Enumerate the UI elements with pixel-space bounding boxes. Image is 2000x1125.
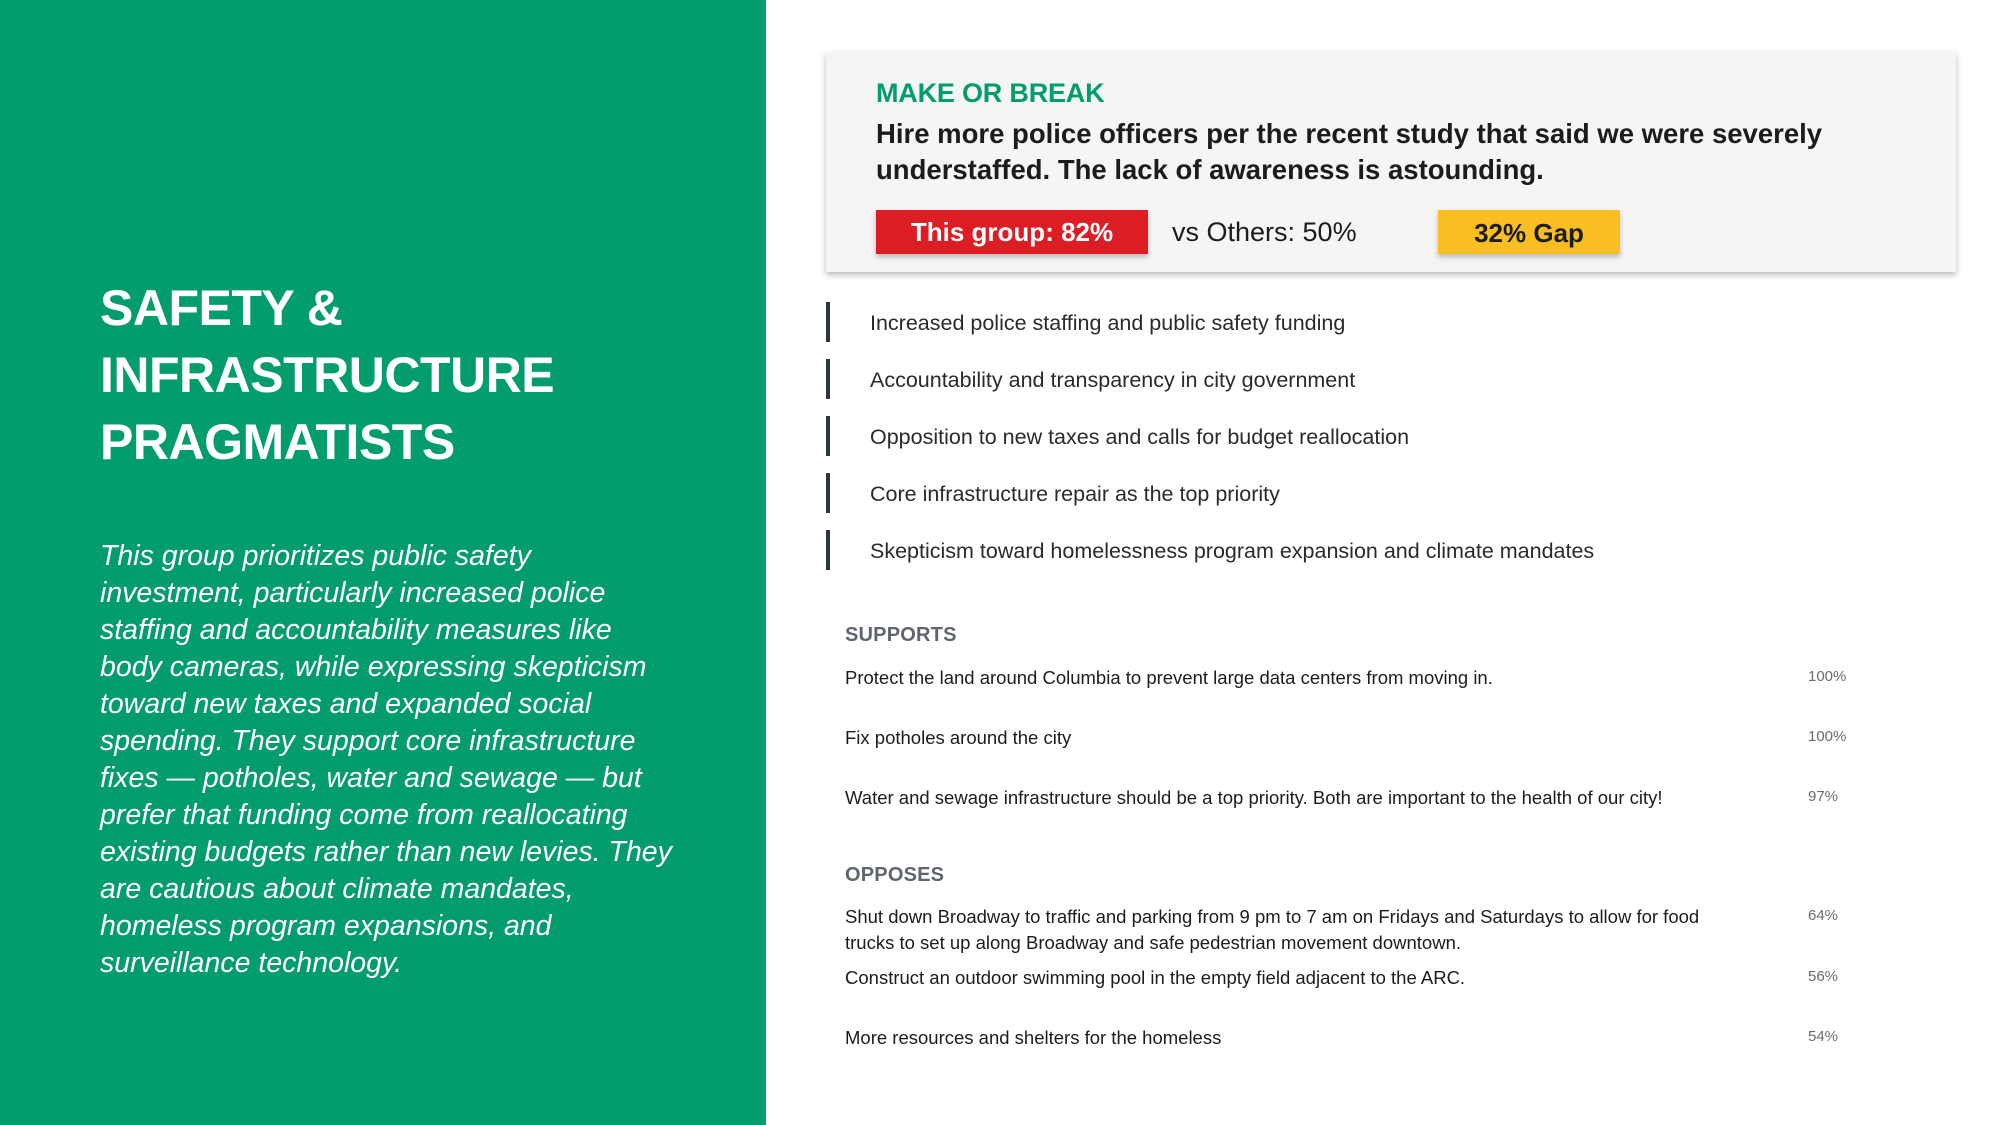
theme-item [826, 473, 1926, 513]
statement-text: Water and sewage infrastructure should be a top priority. Both are important to the health of our city! [845, 787, 1663, 808]
statement-percent: 100% [1808, 728, 1847, 745]
theme-accent-bar [826, 302, 830, 342]
theme-accent-bar [826, 473, 830, 513]
theme-accent-bar [826, 416, 830, 456]
statement-percent: 100% [1808, 668, 1847, 685]
theme-text: Increased police staffing and public safety funding [870, 311, 1346, 335]
statement-text: Construct an outdoor swimming pool in the empty field adjacent to the ARC. [845, 967, 1466, 988]
make-or-break-card [826, 52, 1956, 272]
make-or-break-statement: Hire more police officers per the recent study that said we were severely understaffed. The lack of awareness is astounding. [876, 118, 1823, 185]
group-percent-badge: This group: 82% [876, 210, 1148, 254]
theme-item [826, 359, 1926, 399]
segment-title-line: SAFETY & [100, 280, 343, 336]
theme-accent-bar [826, 359, 830, 399]
statement-percent: 56% [1808, 968, 1839, 985]
theme-text: Core infrastructure repair as the top priority [870, 482, 1280, 506]
statement-text: Protect the land around Columbia to prevent large data centers from moving in. [845, 667, 1493, 688]
segment-description: This group prioritizes public safety investment, particularly increased police staffing and accountability measures like body cameras, while expressing skepticism toward new taxes and expanded social spending. They support core infrastructure fixes — potholes, water and sewage — but prefer that funding come from reallocating existing budgets rather than new levies. They are cautious about climate mandates, homeless program expansions, and surveillance technology. [100, 540, 672, 979]
supports-heading: SUPPORTS [845, 624, 957, 646]
opposes-heading: OPPOSES [845, 864, 945, 886]
segment-panel [0, 0, 766, 1125]
statement-text: More resources and shelters for the homeless [845, 1027, 1222, 1048]
make-or-break-label: MAKE OR BREAK [876, 78, 1105, 108]
statement-percent: 54% [1808, 1028, 1839, 1045]
gap-badge: 32% Gap [1438, 210, 1620, 254]
theme-item [826, 302, 1926, 342]
others-percent-text: vs Others: 50% [1172, 217, 1357, 247]
theme-text: Accountability and transparency in city government [870, 368, 1356, 392]
segment-title [100, 275, 700, 476]
theme-text: Skepticism toward homelessness program expansion and climate mandates [870, 539, 1595, 563]
theme-item [826, 530, 1926, 570]
statement-text: Fix potholes around the city [845, 727, 1072, 748]
statement-text: Shut down Broadway to traffic and parking from 9 pm to 7 am on Fridays and Saturdays to allow for food trucks to set up along Broadway and safe pedestrian movement downtown. [845, 906, 1700, 953]
theme-accent-bar [826, 530, 830, 570]
statement-percent: 64% [1808, 907, 1839, 924]
theme-item [826, 416, 1926, 456]
segment-title-line: PRAGMATISTS [100, 414, 455, 470]
segment-title-line: INFRASTRUCTURE [100, 347, 555, 403]
theme-text: Opposition to new taxes and calls for budget reallocation [870, 425, 1410, 449]
theme-list [826, 302, 1926, 587]
statement-percent: 97% [1808, 788, 1839, 805]
